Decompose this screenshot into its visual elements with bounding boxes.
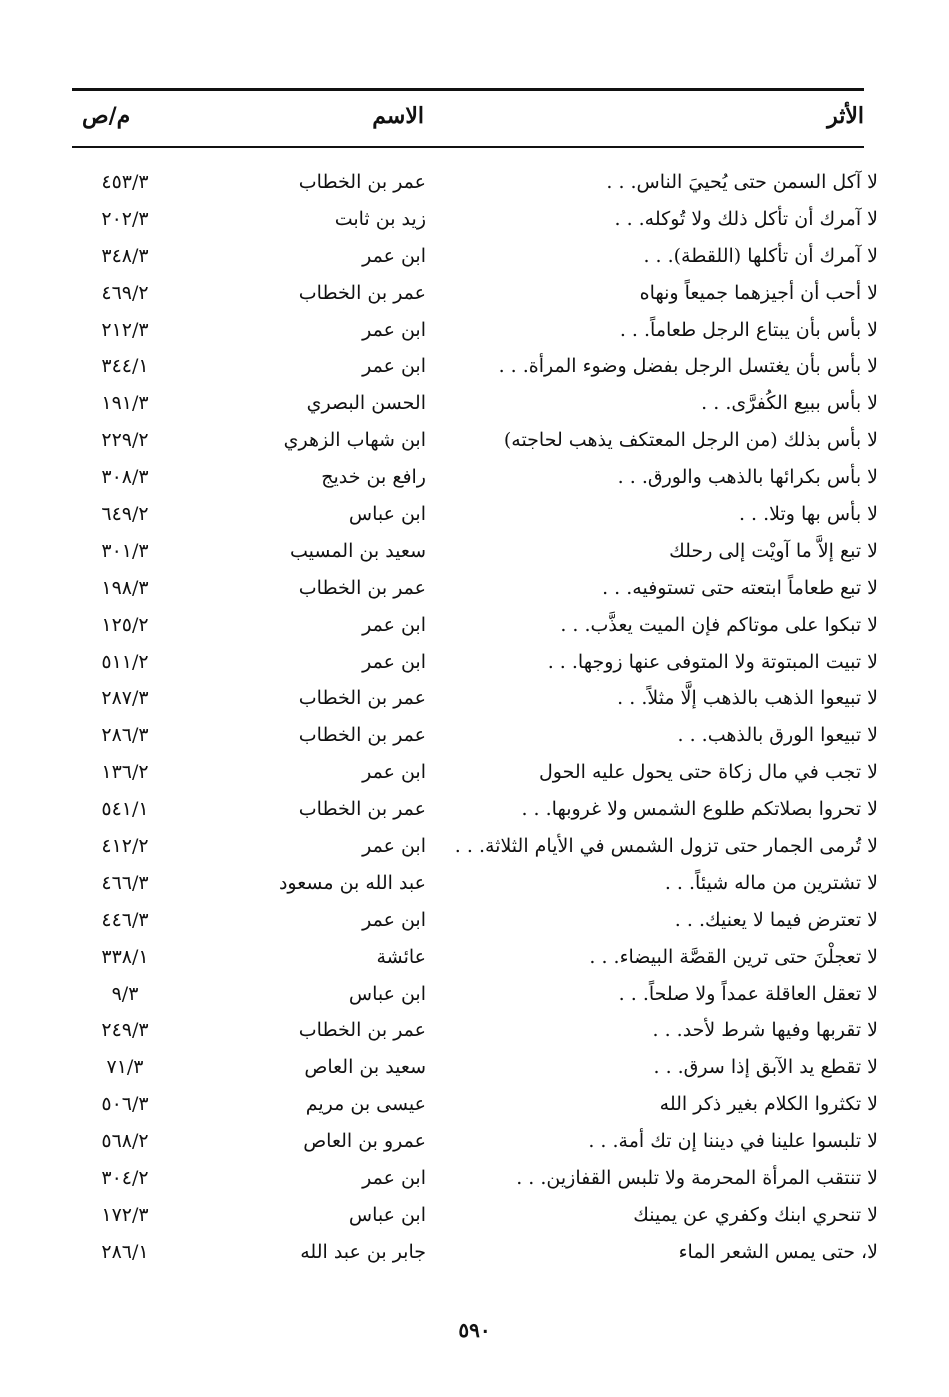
header-ref: م/ص [82, 103, 131, 129]
narrator-name: ابن عمر [362, 1167, 426, 1190]
athar-text: لا تحروا بصلاتكم طلوع الشمس ولا غروبها. . . [521, 798, 878, 821]
athar-text: لا تقطع يد الآبق إذا سرق. . . [653, 1056, 878, 1079]
table-row [72, 422, 878, 459]
athar-text: لا آكل السمن حتى يُحييَ الناس. . . [606, 171, 878, 193]
table-row [72, 496, 878, 533]
athar-text: لا تلبسوا علينا في ديننا إن تك أمة. . . [588, 1130, 878, 1153]
athar-text: لا تُرمى الجمار حتى تزول الشمس في الأيام الثلاثة. . . [454, 835, 878, 858]
narrator-name: عيسى بن مريم [305, 1093, 426, 1116]
table-row [72, 1086, 878, 1123]
narrator-name: ابن عمر [362, 355, 426, 378]
athar-text: لا تعجلْنَ حتى ترين القصَّة البيضاء. . . [589, 945, 878, 968]
athar-text: لا تبكوا على موتاكم فإن الميت يعذَّب. . . [560, 613, 878, 636]
narrator-name: زيد بن ثابت [334, 207, 426, 230]
volume-page-ref: ١٩٨/٣ [101, 576, 149, 599]
volume-page-ref: ٤٦٩/٢ [101, 281, 149, 304]
volume-page-ref: ٥٠٦/٣ [101, 1093, 149, 1116]
athar-text: لا تبيت المبتوتة ولا المتوفى عنها زوجها. . . [547, 650, 878, 673]
table-row [72, 1123, 878, 1160]
athar-text: لا تقربها وفيها شرط لأحد. . . [652, 1019, 878, 1042]
table-row [72, 828, 878, 865]
athar-text: لا بأس بأن يبتاع الرجل طعاماً. . . [619, 318, 878, 341]
table-row [72, 791, 878, 828]
narrator-name: ابن عمر [362, 908, 426, 931]
athar-text: لا تبع طعاماً ابتعته حتى تستوفيه. . . [602, 576, 878, 599]
top-rule [72, 88, 864, 91]
volume-page-ref: ١٣٦/٢ [101, 761, 149, 784]
narrator-name: ابن عباس [348, 1203, 426, 1226]
table-row [72, 385, 878, 422]
volume-page-ref: ١٩١/٣ [101, 392, 149, 415]
volume-page-ref: ٣٠١/٣ [101, 539, 149, 562]
volume-page-ref: ٣٣٨/١ [101, 945, 149, 968]
volume-page-ref: ٢٤٩/٣ [101, 1019, 149, 1042]
narrator-name: ابن عمر [362, 613, 426, 636]
narrator-name: ابن عباس [348, 503, 426, 526]
table-row [72, 717, 878, 754]
volume-page-ref: ٣٤٤/١ [101, 355, 149, 378]
table-row [72, 348, 878, 385]
volume-page-ref: ٥٤١/١ [101, 798, 149, 821]
table-row [72, 275, 878, 312]
athar-text: لا تنحري ابنك وكفري عن يمينك [633, 1203, 878, 1226]
page-number: ٥٩٠ [458, 1318, 491, 1342]
narrator-name: جابر بن عبد الله [300, 1240, 426, 1263]
table-row [72, 1049, 878, 1086]
narrator-name: عمر بن الخطاب [298, 576, 426, 599]
narrator-name: ابن عمر [362, 244, 426, 267]
table-row [72, 312, 878, 349]
table-row [72, 865, 878, 902]
volume-page-ref: ٦٤٩/٢ [101, 503, 149, 526]
volume-page-ref: ٤٥٣/٣ [101, 171, 149, 193]
table-row [72, 644, 878, 681]
volume-page-ref: ٣٠٤/٢ [101, 1167, 149, 1190]
volume-page-ref: ٤٤٦/٣ [101, 908, 149, 931]
volume-page-ref: ٩/٣ [111, 982, 139, 1005]
narrator-name: عمر بن الخطاب [298, 171, 426, 193]
narrator-name: رافع بن خديج [321, 466, 426, 489]
table-row [72, 1012, 878, 1049]
table-row [72, 902, 878, 939]
narrator-name: ابن عمر [362, 650, 426, 673]
volume-page-ref: ٢٨٦/١ [101, 1240, 149, 1263]
index-table [72, 164, 878, 1271]
narrator-name: ابن عمر [362, 761, 426, 784]
volume-page-ref: ٣٤٨/٣ [101, 244, 149, 267]
volume-page-ref: ٢٢٩/٢ [101, 429, 149, 452]
athar-text: لا تعقل العاقلة عمداً ولا صلحاً. . . [618, 982, 878, 1005]
table-row [72, 533, 878, 570]
athar-text: لا، حتى يمس الشعر الماء [678, 1240, 878, 1263]
athar-text: لا تبع إلاَّ ما آويْت إلى رحلك [669, 539, 878, 562]
table-row [72, 607, 878, 644]
header-athar: الأثر [827, 103, 864, 129]
athar-text: لا تنتقب المرأة المحرمة ولا تلبس القفازين. . . [516, 1167, 878, 1190]
narrator-name: عبد الله بن مسعود [278, 871, 426, 894]
narrator-name: ابن عباس [348, 982, 426, 1005]
volume-page-ref: ٢٨٧/٣ [101, 687, 149, 710]
table-header [72, 92, 864, 142]
table-row [72, 1160, 878, 1197]
volume-page-ref: ٢٨٦/٣ [101, 724, 149, 747]
athar-text: لا تشترين من ماله شيئاً. . . [664, 871, 878, 894]
volume-page-ref: ١٧٢/٣ [101, 1203, 149, 1226]
volume-page-ref: ٢١٢/٣ [101, 318, 149, 341]
narrator-name: عمرو بن العاص [303, 1130, 426, 1153]
table-row [72, 680, 878, 717]
narrator-name: سعيد بن العاص [304, 1056, 426, 1079]
header-name: الاسم [372, 103, 424, 129]
athar-text: لا آمرك أن تأكلها (اللقطة). . . [643, 244, 878, 267]
table-row [72, 1197, 878, 1234]
athar-text: لا بأس بكرائها بالذهب والورق. . . [617, 466, 878, 489]
narrator-name: عمر بن الخطاب [298, 281, 426, 304]
table-row [72, 570, 878, 607]
volume-page-ref: ٥٦٨/٢ [101, 1130, 149, 1153]
athar-text: لا بأس بذلك (من الرجل المعتكف يذهب لحاجته) [503, 429, 878, 452]
volume-page-ref: ٤٦٦/٣ [101, 871, 149, 894]
volume-page-ref: ٣٠٨/٣ [101, 466, 149, 489]
athar-text: لا بأس بها وتلا. . . [738, 503, 878, 526]
narrator-name: ابن عمر [362, 318, 426, 341]
athar-text: لا أحب أن أجيزهما جميعاً ونهاه [639, 281, 878, 304]
volume-page-ref: ١٢٥/٢ [101, 613, 149, 636]
narrator-name: سعيد بن المسيب [289, 539, 426, 562]
table-row [72, 238, 878, 275]
athar-text: لا تبيعوا الذهب بالذهب إلَّا مثلاً. . . [617, 687, 878, 710]
volume-page-ref: ٤١٢/٢ [101, 835, 149, 858]
volume-page-ref: ٧١/٣ [106, 1056, 144, 1079]
narrator-name: ابن عمر [362, 835, 426, 858]
narrator-name: عائشة [376, 945, 426, 968]
table-row [72, 939, 878, 976]
narrator-name: الحسن البصري [306, 392, 426, 415]
narrator-name: عمر بن الخطاب [298, 687, 426, 710]
narrator-name: عمر بن الخطاب [298, 798, 426, 821]
athar-text: لا بأس بأن يغتسل الرجل بفضل وضوء المرأة. . . [498, 355, 878, 378]
athar-text: لا تجب في مال زكاة حتى يحول عليه الحول [538, 761, 878, 784]
athar-text: لا تكثروا الكلام بغير ذكر الله [659, 1093, 878, 1116]
table-row [72, 164, 878, 201]
table-row [72, 754, 878, 791]
table-row [72, 459, 878, 496]
athar-text: لا آمرك أن تأكل ذلك ولا تُوكله. . . [614, 207, 878, 230]
narrator-name: عمر بن الخطاب [298, 724, 426, 747]
narrator-name: ابن شهاب الزهري [283, 429, 426, 452]
athar-text: لا تبيعوا الورق بالذهب. . . [677, 724, 878, 747]
athar-text: لا تعترض فيما لا يعنيك. . . [674, 908, 878, 931]
table-row [72, 1234, 878, 1271]
athar-text: لا بأس ببيع الكُفرَّى. . . [701, 392, 878, 415]
volume-page-ref: ٥١١/٢ [101, 650, 149, 673]
table-row [72, 201, 878, 238]
narrator-name: عمر بن الخطاب [298, 1019, 426, 1042]
volume-page-ref: ٢٠٢/٣ [101, 207, 149, 230]
table-row [72, 976, 878, 1013]
header-rule [72, 146, 864, 148]
